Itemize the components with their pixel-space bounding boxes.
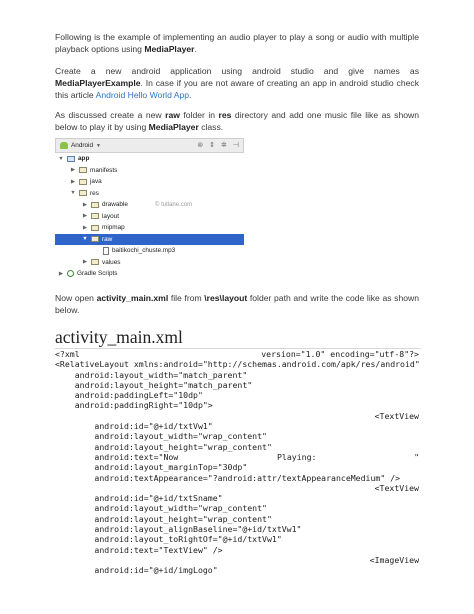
code-line: android:layout_height="wrap_content" — [55, 513, 272, 524]
tree-item-mipmap[interactable] — [55, 222, 244, 234]
code-line — [55, 555, 421, 565]
code-text: <ImageView — [369, 554, 419, 565]
text: Following is the example of implementing an audio player to play a song or audio with multiple playback options using — [55, 32, 419, 54]
tree-label: raw — [102, 235, 113, 243]
android-icon — [60, 142, 68, 149]
code-line: android:layout_toRightOf="@+id/txtVw1" — [55, 534, 282, 545]
text: folder path and write the code like as shown below. — [55, 293, 419, 315]
tree-label: mipmap — [102, 224, 125, 232]
bold-term: MediaPlayerExample — [55, 78, 141, 88]
code-line — [55, 349, 421, 359]
tree-label: values — [102, 258, 121, 266]
code-line: android:textAppearance="?android:attr/textAppearanceMedium" /> — [55, 472, 401, 483]
collapsed-arrow-icon: ▶ — [82, 201, 88, 208]
code-line: android:layout_width="wrap_content" — [55, 431, 267, 442]
code-text: android:text="Now — [55, 451, 179, 462]
section-title: activity_main.xml — [55, 327, 183, 347]
tree-label: layout — [102, 212, 120, 220]
open-layout-paragraph — [55, 292, 419, 316]
folder-icon — [91, 225, 99, 231]
text: Now open — [55, 293, 97, 303]
code-block — [55, 348, 421, 614]
folder-icon — [79, 179, 87, 185]
bold-term: raw — [165, 110, 180, 120]
sync-icon[interactable]: ⊚ — [197, 142, 204, 149]
raw-folder-paragraph — [55, 109, 419, 133]
collapsed-arrow-icon: ▶ — [70, 167, 76, 174]
tree-toolbar — [55, 138, 244, 153]
tree-label: app — [78, 155, 90, 163]
hello-world-link[interactable]: Android Hello World App — [95, 90, 190, 100]
code-text: version="1.0" encoding="utf-8"?> — [261, 349, 419, 359]
text: folder in — [179, 110, 219, 120]
tree-item-mp3[interactable] — [55, 245, 244, 257]
bold-term: MediaPlayer — [144, 44, 195, 54]
bold-term: activity_main.xml — [96, 293, 169, 303]
chevron-down-icon: ▼ — [96, 142, 101, 149]
hide-icon[interactable]: ⊣ — [232, 142, 239, 149]
gradle-icon — [67, 270, 74, 277]
code-line: android:layout_width="match_parent" — [55, 369, 248, 380]
tree-item-values[interactable] — [55, 257, 244, 269]
bold-term: MediaPlayer — [148, 122, 199, 132]
code-text: <TextView — [374, 410, 419, 421]
collapsed-arrow-icon: ▶ — [70, 178, 76, 185]
expanded-arrow-icon: ▼ — [58, 155, 64, 162]
tree-item-app[interactable] — [55, 153, 244, 165]
bold-term: res — [218, 110, 232, 120]
bold-term: \res\layout — [204, 293, 248, 303]
code-line: android:layout_alignBaseline="@+id/txtVw1" — [55, 524, 302, 535]
file-icon — [103, 247, 109, 255]
project-tree-screenshot — [55, 138, 244, 286]
text: . In case if you are not aware of creating an app in android studio check this article — [55, 78, 419, 100]
code-line: android:paddingRight="10dp"> — [55, 400, 213, 411]
text: directory and add one music file like as shown below to play it by using — [55, 110, 419, 132]
tree-label: Gradle Scripts — [77, 270, 118, 278]
tree-item-res[interactable] — [55, 188, 244, 200]
code-text: <?xml — [55, 349, 80, 359]
collapsed-arrow-icon: ▶ — [82, 259, 88, 266]
folder-icon — [91, 213, 99, 219]
code-line: android:paddingLeft="10dp" — [55, 390, 203, 401]
code-line: android:layout_height="wrap_content" — [55, 441, 272, 452]
view-selector[interactable]: Android — [71, 142, 94, 149]
code-line: android:id="@+id/imgLogo" — [55, 565, 218, 576]
text: As discussed create a new — [55, 110, 166, 120]
tree-label: res — [90, 189, 99, 197]
tree-item-java[interactable] — [55, 176, 244, 188]
expanded-arrow-icon: ▼ — [70, 190, 76, 197]
collapsed-arrow-icon: ▶ — [82, 213, 88, 220]
text: . — [194, 44, 197, 54]
text: . — [189, 90, 192, 100]
code-line: <RelativeLayout xmlns:android="http://schemas.android.com/apk/res/android" — [55, 359, 420, 370]
tree-label: manifests — [90, 166, 118, 174]
code-text: Playing: — [277, 451, 317, 462]
folder-icon — [79, 190, 87, 196]
gear-icon[interactable]: ✲ — [221, 142, 227, 149]
code-text: " — [414, 451, 419, 462]
tree-label: java — [90, 178, 102, 186]
tree-item-raw[interactable] — [55, 234, 244, 246]
tree-item-drawable[interactable] — [55, 199, 244, 211]
text: file from — [168, 293, 205, 303]
tree-label: baitikochi_chuste.mp3 — [112, 247, 176, 255]
code-line: android:id="@+id/txtVw1" — [55, 421, 213, 432]
tree-item-layout[interactable] — [55, 211, 244, 223]
text: Create a new android application using android studio and give names as — [55, 66, 419, 76]
toolbar-icons — [197, 141, 239, 149]
module-icon — [67, 156, 75, 162]
text: class. — [198, 122, 224, 132]
setup-paragraph — [55, 65, 419, 101]
tree-label: drawable — [102, 201, 128, 209]
code-line — [55, 411, 421, 421]
code-line: android:layout_marginTop="30dp" — [55, 462, 248, 473]
code-line: android:layout_height="match_parent" — [55, 379, 253, 390]
code-line: android:layout_width="wrap_content" — [55, 503, 267, 514]
expanded-arrow-icon: ▼ — [82, 236, 88, 243]
folder-icon — [91, 202, 99, 208]
code-line — [55, 452, 421, 462]
collapse-icon[interactable]: ⇕ — [209, 142, 216, 149]
collapsed-arrow-icon: ▶ — [82, 224, 88, 231]
intro-paragraph — [55, 31, 419, 55]
watermark: © tutlane.com — [155, 201, 193, 208]
tree-item-manifests[interactable] — [55, 165, 244, 177]
folder-icon — [79, 167, 87, 173]
code-line — [55, 483, 421, 493]
code-line: android:text="TextView" /> — [55, 544, 223, 555]
code-line: android:id="@+id/txtSname" — [55, 493, 223, 504]
code-text: <TextView — [374, 482, 419, 493]
folder-icon — [91, 259, 99, 265]
folder-icon — [91, 236, 99, 242]
collapsed-arrow-icon: ▶ — [58, 270, 64, 277]
tree-item-gradle[interactable] — [55, 268, 244, 280]
